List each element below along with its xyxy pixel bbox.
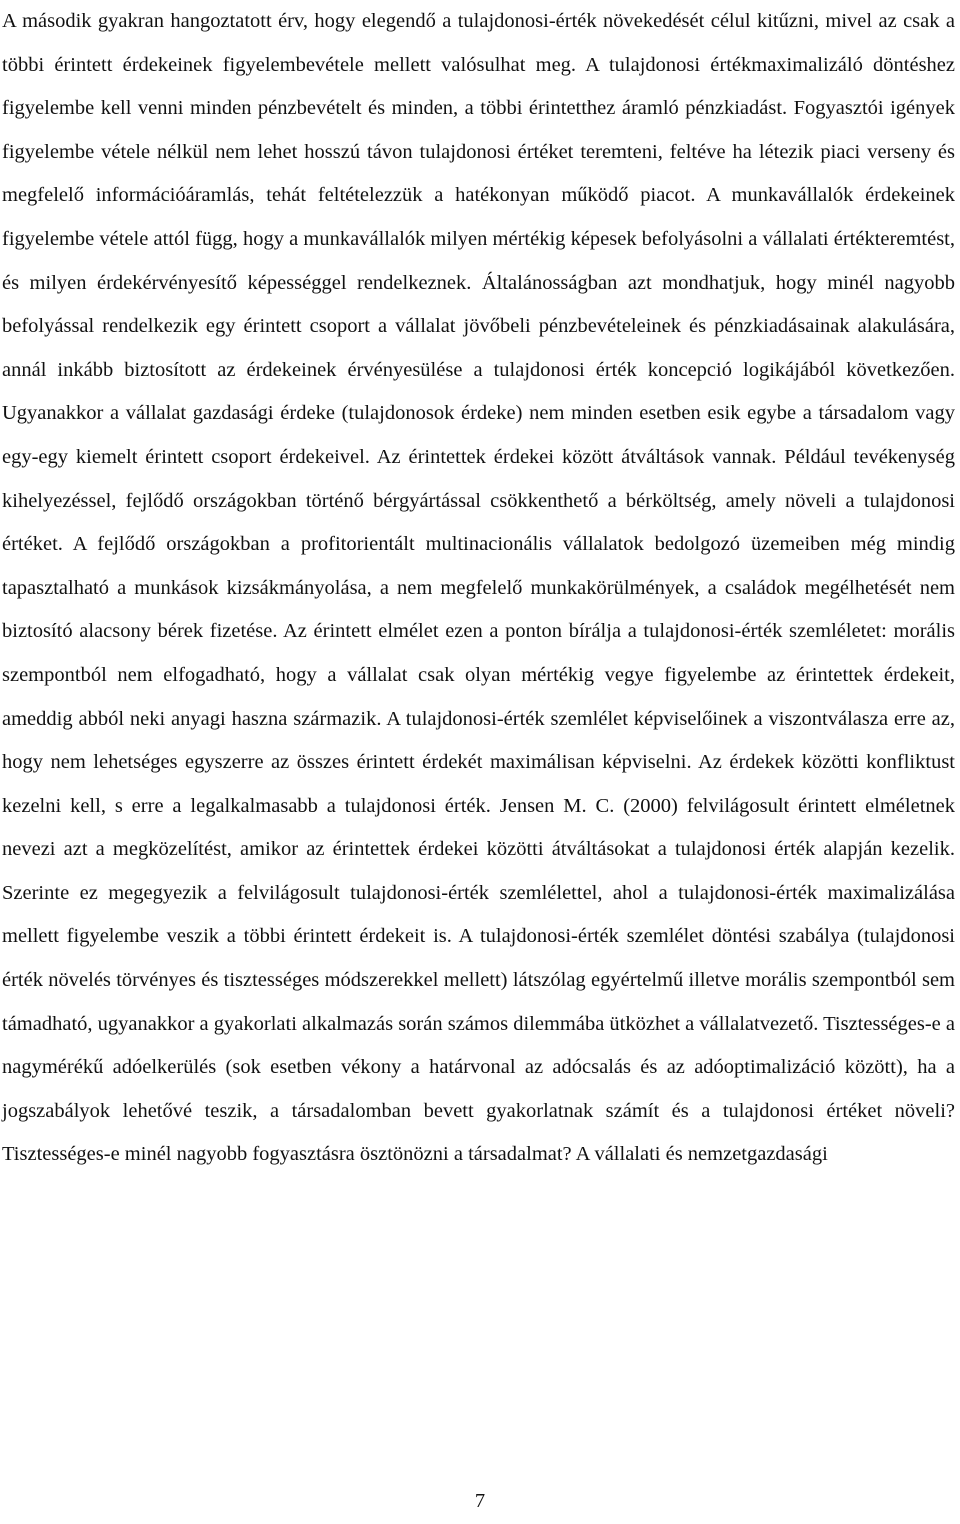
page-number: 7 <box>474 1490 486 1512</box>
body-paragraph: A második gyakran hangoztatott érv, hogy elegendő a tulajdonosi-érték növekedését célul kitűzni, mivel az csak a többi érintett érdekeinek figyelembevétele mellett valósulhat meg. A tulajdonosi értékmaximalizáló döntéshez figyelembe kell venni minden pénzbevételt és minden, a többi érintetthez áramló pénzkiadást. Fogyasztói igények figyelembe vétele nélkül nem lehet hosszú távon tulajdonosi értéket teremteni, feltéve ha létezik piaci verseny és megfelelő információáramlás, tehát feltételezzük a hatékonyan működő piacot. A munkavállalók érdekeinek figyelembe vétele attól függ, hogy a munkavállalók milyen mértékig képesek befolyásolni a vállalati értékteremtést, és milyen érdekérvényesítő képességgel rendelkeznek. Általánosságban azt mondhatjuk, hogy minél nagyobb befolyással rendelkezik egy érintett csoport a vállalat jövőbeli pénzbevételeinek és pénzkiadásainak alakulására, annál inkább biztosított az érdekeinek érvényesülése a tulajdonosi érték koncepció logikájából következően. Ugyanakkor a vállalat gazdasági érdeke (tulajdonosok érdeke) nem minden esetben esik egybe a társadalom vagy egy-egy kiemelt érintett csoport érdekeivel. Az érintettek érdekei között átváltások vannak. Például tevékenység kihelyezéssel, fejlődő országokban történő bérgyártással csökkenthető a bérköltség, amely növeli a tulajdonosi értéket. A fejlődő országokban a profitorientált multinacionális vállalatok bedolgozó üzemeiben még mindig tapasztalható a munkások kizsákmányolása, a nem megfelelő munkakörülmények, a családok megélhetését nem biztosító alacsony bérek fizetése. Az érintett elmélet ezen a ponton bírálja a tulajdonosi-érték szemléletet: morális szempontból nem elfogadható, hogy a vállalat csak olyan mértékig vegye figyelembe az érintettek érdekeit, ameddig abból neki anyagi haszna származik. A tulajdonosi-érték szemlélet képviselőinek a viszontválasza erre az, hogy nem lehetséges egyszerre az összes érintett érdekét maximálisan képviselni. Az érdekek közötti konfliktust kezelni kell, s erre a legalkalmasabb a tulajdonosi érték. Jensen M. C. (2000) felvilágosult érintett elméletnek nevezi azt a megközelítést, amikor az érintettek érdekei közötti átváltásokat a tulajdonosi érték alapján kezelik. Szerinte ez megegyezik a felvilágosult tulajdonosi-érték szemlélettel, ahol a tulajdonosi-érték maximalizálása mellett figyelembe veszik a többi érintett érdekeit is. A tulajdonosi-érték szemlélet döntési szabálya (tulajdonosi érték növelés törvényes és tisztességes módszerekkel mellett) látszólag egyértelmű illetve morális szempontból sem támadható, ugyanakkor a gyakorlati alkalmazás során számos dilemmába ütközhet a vállalatvezető. Tisztességes-e a nagymérékű adóelkerülés (sok esetben vékony a határvonal az adócsalás és az adóoptimalizáció között), ha a jogszabályok lehetővé teszik, a társadalomban bevett gyakorlatnak számít és a tulajdonosi értéket növeli? Tisztességes-e minél nagyobb fogyasztásra ösztönözni a társadalmat? A vállalati és nemzetgazdasági <box>2 10 955 1166</box>
